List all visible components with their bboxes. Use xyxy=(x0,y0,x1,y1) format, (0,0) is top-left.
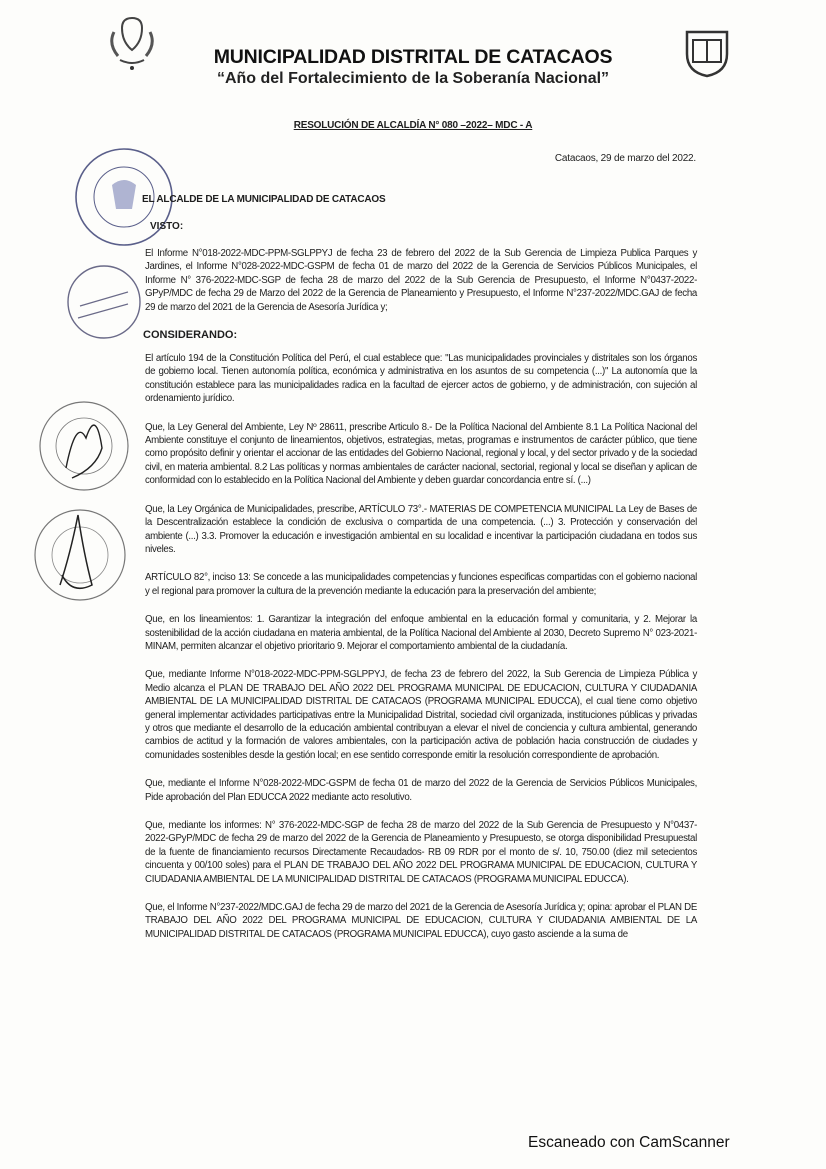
resolution-number: RESOLUCIÓN DE ALCALDÍA N° 080 –2022– MDC - A xyxy=(293,120,533,131)
paragraph: Que, mediante Informe N°018-2022-MDC-PPM-SGLPPYJ, de fecha 23 de febrero del 2022, la Sub Gerencia de Limpieza Pública y Medio alcanza el PLAN DE TRABAJO DEL AÑO 2022 DEL PROGRAMA MUNICIPAL DE EDUCACION, CULTURA Y CIUDADANIA AMBIENTAL DE LA MUNICIPALIDAD DISTRITAL DE CATACAOS (PROGRAMA MUNICIPAL EDUCCA), el cual tiene como objetivo general implementar actividades participativas entre la Municipalidad Distrital, sociedad civil organizada, instituciones públicas y privadas y otros que mediante el desarrollo de la educación ambiental contribuyan a elevar el nivel de conciencia y cultura ambiental, generando cambios de actitud y la formación de valores ambientales, con la participación activa de población hacia construcción de ciudades y comunidades sostenibles desde la gestión local; en ese sentido corresponde emitir la resolución correspondiente de aprobación. xyxy=(145,669,697,761)
gerencia-municipal-stamp xyxy=(64,262,144,342)
vobo-stamp xyxy=(30,505,130,605)
document-date: Catacaos, 29 de marzo del 2022. xyxy=(554,153,696,164)
page-title: MUNICIPALIDAD DISTRITAL DE CATACAOS xyxy=(213,46,613,68)
paragraph: Que, mediante los informes: N° 376-2022-MDC-SGP de fecha 28 de marzo del 2022 de la Sub Gerencia de Presupuesto y N°0437-2022-GPyP/MDC de fecha 29 de marzo del 2022 de la Gerencia de Planeamiento y Presupuesto, se otorga disponibilidad Presupuestal de la fuente de financiamiento recursos Directamente Recaudados- RB 09 RDR por el monto de s/. 10, 750.00 (diez mil setecientos cincuenta y 00/100 soles) para el PLAN DE TRABAJO DEL AÑO 2022 DEL PROGRAMA MUNICIPAL DE EDUCACION, CULTURA Y CIUDADANIA AMBIENTAL DE LA MUNICIPALIDAD DISTRITAL DE CATACAOS (PROGRAMA MUNICIPAL EDUCCA). xyxy=(145,820,697,885)
paragraph: Que, el Informe N°237-2022/MDC.GAJ de fecha 29 de marzo del 2021 de la Gerencia de Asesoría Jurídica y; opina: aprobar el PLAN DE TRABAJO DEL AÑO 2022 DEL PROGRAMA MUNICIPAL DE EDUCACION, CULTURA Y CIUDADANIA AMBIENTAL DE LA MUNICIPALIDAD DISTRITAL DE CATACAOS (PROGRAMA MUNICIPAL EDUCCA), cuyo gasto asciende a la suma de xyxy=(145,902,697,940)
paragraph: El artículo 194 de la Constitución Política del Perú, el cual establece que: "Las municipalidades provinciales y distritales son los órganos de gobierno local. Tienen autonomía política, económica y administrativa en los asuntos de su competencia (...)" La autonomía que la constitución establece para las municipalidades radica en la facultad de ejercer actos de gobierno, y de administración, con sujeción al ordenamiento jurídico. xyxy=(145,353,697,405)
paragraph: Que, mediante el Informe N°028-2022-MDC-GSPM de fecha 01 de marzo del 2022 de la Gerencia de Servicios Públicos Municipales, Pide aprobación del Plan EDUCCA 2022 mediante acto resolutivo. xyxy=(145,778,697,803)
document-body xyxy=(145,247,697,956)
paragraph: Que, en los lineamientos: 1. Garantizar la integración del enfoque ambiental en la educación formal y comunitaria, y 2. Mejorar la sostenibilidad de la acción ciudadana en materia ambiental, de la Política Nacional del Ambiente al 2030, Decreto Supremo N° 023-2021-MINAM, permiten alcanzar el objetivo prioritario 9. Mejorar el comportamiento ambiental de la ciudadanía. xyxy=(145,614,697,652)
visto-paragraph: El Informe N°018-2022-MDC-PPM-SGLPPYJ de fecha 23 de febrero del 2022 de la Sub Gerencia de Limpieza Publica Parques y Jardines, el Informe N°028-2022-MDC-GSPM de fecha 01 de marzo del 2022 de la Gerencia de Servicios Públicos Municipales, el Informe N° 376-2022-MDC-SGP de fecha 28 de marzo del 2022 de la Sub Gerencia de Presupuesto, el Informe N°0437-2022-GPyP/MDC de fecha 29 de Marzo del 2022 de la Gerencia de Planeamiento y Presupuesto, el Informe N°237-2022/MDC.GAJ de fecha 29 de marzo del 2021 de la Gerencia de Asesoría Jurídica y; xyxy=(145,248,697,313)
paragraph: Que, la Ley Orgánica de Municipalidades, prescribe, ARTÍCULO 73°.- MATERIAS DE COMPETENCIA MUNICIPAL La Ley de Bases de la Descentralización establece la condición de exclusiva o compartida de una competencia. (...) 3. Protección y conservación del ambiente (...) 3.3. Promover la educación e investigación ambiental en su localidad e incentivar la participación ciudadana en todos sus niveles. xyxy=(145,503,697,555)
scanner-watermark: Escaneado con CamScanner xyxy=(528,1134,730,1151)
paragraph: Que, la Ley General del Ambiente, Ley Nº 28611, prescribe Articulo 8.- De la Política Nacional del Ambiente 8.1 La Política Nacional del Ambiente constituye el conjunto de lineamientos, objetivos, estrategias, metas, programas e instrumentos de carácter público, que tiene como propósito definir y orientar el accionar de las entidades del Gobierno Nacional, regional y local, y del sector privado y de la sociedad civil, en materia ambiental. 8.2 Las políticas y normas ambientales de carácter nacional, sectorial, regional y local se diseñan y aplican de conformidad con lo establecido en la Política Nacional del Ambiente y deben guardar concordancia entre sí. (...) xyxy=(145,421,697,487)
visto-heading: VISTO: xyxy=(150,221,184,232)
alcalde-heading: EL ALCALDE DE LA MUNICIPALIDAD DE CATACAOS xyxy=(142,194,386,205)
page-subtitle: “Año del Fortalecimiento de la Soberanía Nacional” xyxy=(216,70,610,87)
secretaria-general-stamp xyxy=(36,398,132,494)
paragraph: ARTÍCULO 82°, inciso 13: Se concede a las municipalidades competencias y funciones especificas compartidas con el gobierno nacional y el regional para promover la cultura de la prevención mediante la educación para la preservación del ambiente; xyxy=(145,572,697,597)
considerando-heading: CONSIDERANDO: xyxy=(143,329,238,342)
